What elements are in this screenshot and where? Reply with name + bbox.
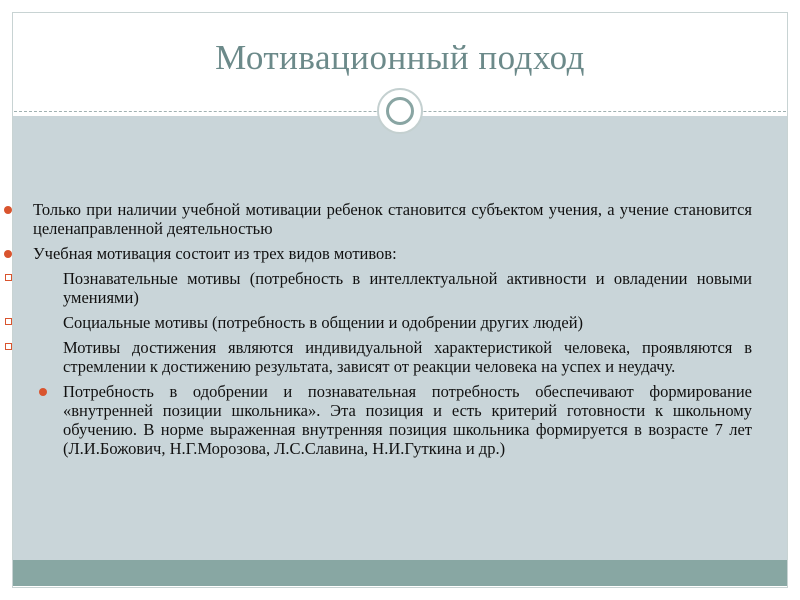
bullet-item-2 xyxy=(0,244,800,263)
bottom-bar xyxy=(13,560,787,586)
bullet-text: Только при наличии учебной мотивации ребенок становится субъектом учения, а учение становится целенаправленной деятельностью xyxy=(33,200,752,238)
round-bullet-icon xyxy=(4,250,12,258)
round-bullet-icon xyxy=(4,206,12,214)
bullet-text: Потребность в одобрении и познавательная потребность обеспечивают формирование «внутренней позиции школьника». Эта позиция и есть критерий готовности к школьному обучению. В норме выраженная внутренняя позиция школьника формируется в возрасте 7 лет (Л.И.Божович, Н.Г.Морозова, Л.С.Славина, Н.И.Гуткина и др.) xyxy=(63,382,752,458)
bullet-list xyxy=(0,200,800,464)
bullet-text: Учебная мотивация состоит из трех видов мотивов: xyxy=(33,244,397,263)
slide-title: Мотивационный подход xyxy=(215,38,585,77)
sub-bullet-item-3 xyxy=(0,338,800,376)
bullet-text: Социальные мотивы (потребность в общении и одобрении других людей) xyxy=(63,313,584,332)
sub-bullet-item-2 xyxy=(0,313,800,332)
square-bullet-icon xyxy=(5,274,12,281)
square-bullet-icon xyxy=(5,343,12,350)
sub-bullet-item-4 xyxy=(0,382,800,458)
sub-bullet-item-1 xyxy=(0,269,800,307)
bullet-item-1 xyxy=(0,200,800,238)
round-bullet-icon xyxy=(39,388,47,396)
circle-ornament-icon xyxy=(377,88,423,134)
bullet-text: Мотивы достижения являются индивидуальной характеристикой человека, проявляются в стремлении к достижению результата, зависят от реакции человека на успех и неудачу. xyxy=(63,338,752,376)
bullet-text: Познавательные мотивы (потребность в интеллектуальной активности и овладении новыми умениями) xyxy=(63,269,752,307)
circle-ornament-ring xyxy=(386,97,414,125)
square-bullet-icon xyxy=(5,318,12,325)
